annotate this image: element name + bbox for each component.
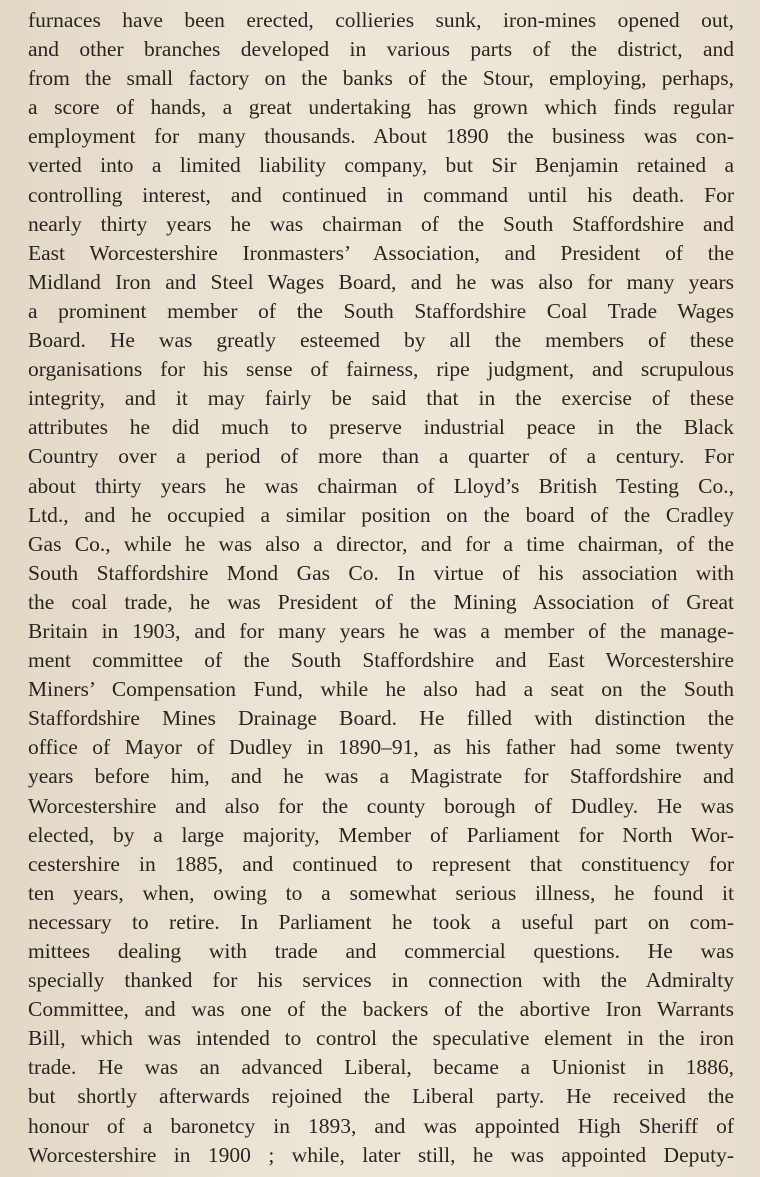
text-line-25: Staffordshire Mines Drainage Board. He filled with distinction the: [28, 706, 734, 731]
text-line-6: verted into a limited liability company, but Sir Benjamin retained a: [28, 153, 734, 178]
text-line-1: furnaces have been erected, collieries sunk, iron-mines opened out,: [28, 8, 734, 32]
text-line-40: Worcestershire in 1900 ; while, later still, he was appointed Deputy-: [28, 1142, 734, 1167]
text-line-22: Britain in 1903, and for many years he was a member of the manage-: [28, 618, 734, 643]
text-line-13: organisations for his sense of fairness, ripe judgment, and scrupulous: [28, 357, 734, 382]
text-line-18: Ltd., and he occupied a similar position on the board of the Cradley: [28, 502, 734, 527]
text-line-39: honour of a baronetcy in 1893, and was appointed High Sheriff of: [28, 1113, 734, 1138]
text-line-14: integrity, and it may fairly be said that in the exercise of these: [28, 386, 734, 411]
text-line-38: but shortly afterwards rejoined the Liberal party. He received the: [28, 1084, 734, 1109]
text-line-2: and other branches developed in various parts of the district, and: [28, 37, 734, 62]
text-line-28: Worcestershire and also for the county borough of Dudley. He was: [28, 793, 734, 818]
text-line-29: elected, by a large majority, Member of Parliament for North Wor-: [28, 822, 734, 847]
text-line-33: mittees dealing with trade and commercial questions. He was: [28, 939, 734, 963]
text-line-34: specially thanked for his services in connection with the Admiralty: [28, 968, 734, 993]
text-line-4: a score of hands, a great undertaking has grown which finds regular: [28, 95, 734, 120]
text-line-26: office of Mayor of Dudley in 1890–91, as his father had some twenty: [28, 735, 734, 760]
text-line-8: nearly thirty years he was chairman of the South Staffordshire and: [28, 211, 734, 236]
text-line-31: ten years, when, owing to a somewhat serious illness, he found it: [28, 880, 734, 905]
text-line-20: South Staffordshire Mond Gas Co. In virtue of his association with: [28, 560, 734, 585]
text-line-32: necessary to retire. In Parliament he took a useful part on com-: [28, 909, 734, 934]
text-line-19: Gas Co., while he was also a director, and for a time chairman, of the: [28, 531, 734, 556]
text-line-11: a prominent member of the South Staffordshire Coal Trade Wages: [28, 298, 734, 323]
body-text: [28, 6, 734, 1170]
text-line-7: controlling interest, and continued in command until his death. For: [28, 182, 734, 207]
text-line-37: trade. He was an advanced Liberal, became a Unionist in 1886,: [28, 1055, 734, 1080]
text-line-5: employment for many thousands. About 1890 the business was con-: [28, 124, 734, 149]
text-line-9: East Worcestershire Ironmasters’ Association, and President of the: [28, 240, 734, 265]
text-line-36: Bill, which was intended to control the speculative element in the iron: [28, 1026, 734, 1051]
text-line-21: the coal trade, he was President of the Mining Association of Great: [28, 589, 734, 614]
text-line-23: ment committee of the South Staffordshire and East Worcestershire: [28, 648, 734, 673]
text-line-30: cestershire in 1885, and continued to represent that constituency for: [28, 851, 734, 876]
text-line-27: years before him, and he was a Magistrate for Staffordshire and: [28, 764, 734, 789]
text-line-35: Committee, and was one of the backers of the abortive Iron Warrants: [28, 997, 734, 1022]
text-line-12: Board. He was greatly esteemed by all the members of these: [28, 328, 734, 353]
text-line-10: Midland Iron and Steel Wages Board, and he was also for many years: [28, 269, 734, 294]
text-line-16: Country over a period of more than a quarter of a century. For: [28, 444, 734, 469]
text-line-24: Miners’ Compensation Fund, while he also had a seat on the South: [28, 677, 734, 702]
text-line-17: about thirty years he was chairman of Lloyd’s British Testing Co.,: [28, 473, 734, 498]
text-line-15: attributes he did much to preserve industrial peace in the Black: [28, 415, 734, 440]
text-line-3: from the small factory on the banks of the Stour, employing, perhaps,: [28, 66, 734, 91]
